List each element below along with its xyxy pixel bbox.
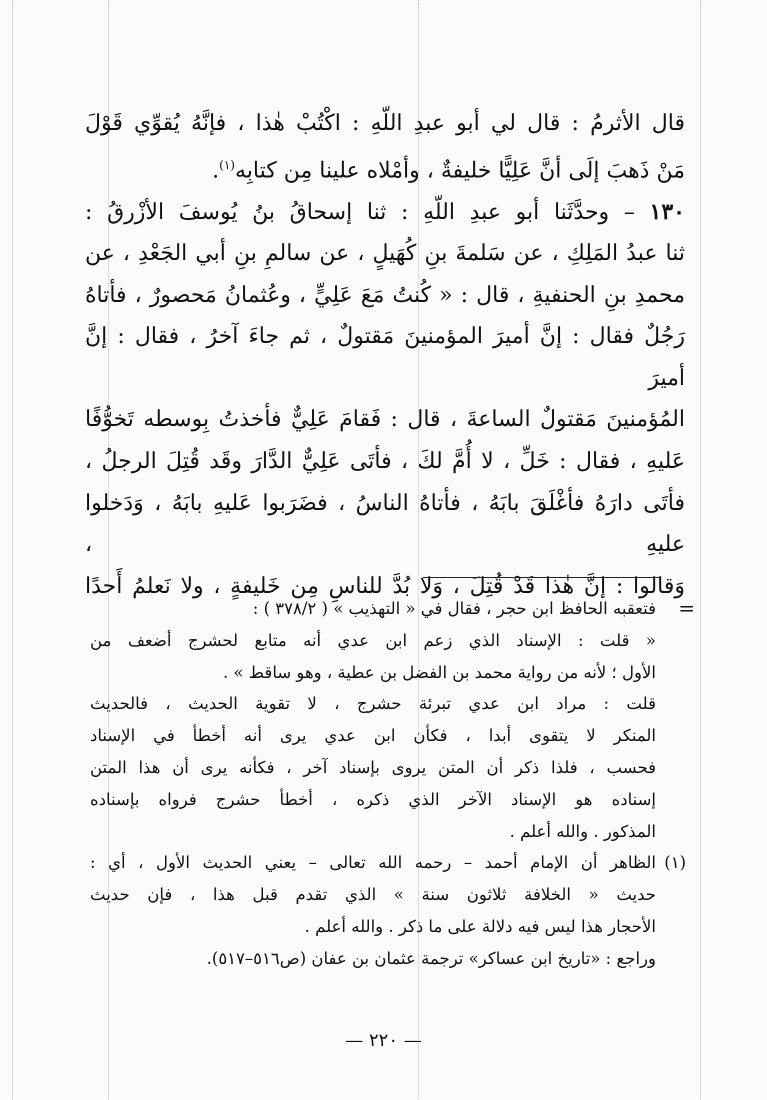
page-rule-line xyxy=(700,0,701,1100)
footnote-1 xyxy=(90,847,686,974)
footnote-line: فحسب ، فلذا ذكر أن المتن يروى بإسناد آخر ، فكأنه يرى أن هذا المتن xyxy=(90,757,656,777)
footnote-line: إسناده هو الإسناد الآخر الذي ذكره ، أخطأ حشرج فرواه بإسناده xyxy=(90,789,656,809)
footnote-line: الأحجار هذا ليس فيه دلالة على ما ذكر . والله أعلم . xyxy=(304,916,656,936)
text-line: محمدِ بنِ الحنفيةِ ، قال : « كُنتُ مَعَ عَلِيٍّ ، وعُثمانُ مَحصورٌ ، فأتاهُ xyxy=(85,282,685,308)
footnote-line: « قلت : الإسناد الذي زعم ابن عدي أنه متابع لحشرج أضعف من xyxy=(90,630,656,650)
dash: – xyxy=(609,199,650,225)
footnotes xyxy=(90,593,686,975)
continuation-mark: = xyxy=(678,596,695,620)
footnote-reference: (١) xyxy=(219,157,235,172)
hadith-heading-line xyxy=(85,192,685,234)
main-text xyxy=(85,103,685,607)
text-segment: مَنْ ذَهبَ إلَى أنَّ عَلِيًّا خليفةٌ ، وأمْلاه علينا مِن كتابِه xyxy=(234,157,685,183)
footnote-line: المنكر لا يتقوى أبدا ، فكأن ابن عدي يرى أنه أخطأ في الإسناد xyxy=(90,726,656,746)
footnote-line: وراجع : «تاريخ ابن عساكر» ترجمة عثمان بن عفان (ص٥١٦–٥١٧). xyxy=(206,948,656,968)
text-line: وَقالوا : إنَّ هٰذا قَدْ قُتِلَ ، وَلا بُدَّ للناسِ مِن خَليفةٍ ، ولا نَعلمُ أَحدًا xyxy=(85,573,685,599)
text-line: قال الأثرمُ : قال لي أبو عبدِ اللّهِ : اكْتُبْ هٰذا ، فإنَّهُ يُقوِّي قَوْلَ xyxy=(85,111,685,136)
text-line xyxy=(85,145,685,192)
text-line: المُؤمنينَ مَقتولٌ الساعةَ ، قال : فَقامَ عَلِيٌّ فأخذتُ بِوسطه تَخوُّفًا xyxy=(85,407,685,433)
hadith-number: ١٣٠ xyxy=(649,198,685,225)
footnote-line: فتعقبه الحافظ ابن حجر ، فقال في « التهذيب » ( ٣٧٨/٢ ) : xyxy=(252,599,656,618)
page-rule-line xyxy=(12,0,13,1100)
footnote-line: الظاهر أن الإمام أحمد – رحمه الله تعالى – يعني الحديث الأول ، أي : xyxy=(90,853,656,873)
text-line: رَجُلٌ فقال : إنَّ أميرَ المؤمنينَ مَقتولٌ ، ثم جاءَ آخرُ ، فقال : إنَّ أميرَ xyxy=(85,324,685,391)
footnote-marker: (١) xyxy=(664,853,686,873)
text-segment: . xyxy=(212,157,220,183)
text-line: فأتَى دارَهُ فأغْلَقَ بابَهُ ، فأتاهُ الناسُ ، فضَرَبوا عَليهِ بابَهُ ، وَدَخلوا عليهِ ، xyxy=(85,490,685,558)
footnote-line: قلت : مراد ابن عدي تبرئة حشرج ، لا تقوية الحديث ، فالحديث xyxy=(90,694,656,714)
footnote-line: حديث « الخلافة ثلاثون سنة » الذي تقدم قبل هذا ، فإن حديث xyxy=(90,885,656,905)
text-line: ثنا عبدُ المَلِكِ ، عن سَلمةَ بنِ كُهَيلٍ ، عن سالمِ بنِ أبي الجَعْدِ ، عن xyxy=(85,241,685,267)
page-number: — ٢٢٠ — xyxy=(345,1030,422,1051)
footnote-line: الأول ؛ لأنه من رواية محمد بن الفضل بن عطية ، وهو ساقط » . xyxy=(222,662,656,682)
footnote-separator xyxy=(423,577,661,578)
footnote-line: المذكور . والله أعلم . xyxy=(509,821,656,841)
text-segment: وحدَّثَنا أبو عبدِ اللّهِ : ثنا إسحاقُ بنُ يُوسفَ الأزْرقُ : xyxy=(85,199,610,225)
text-line: عَليهِ ، فقال : خَلِّ ، لا أُمَّ لكَ ، فأتَى عَلِيٌّ الدَّارَ وقَد قُتِلَ الرجلُ ، xyxy=(85,449,685,475)
